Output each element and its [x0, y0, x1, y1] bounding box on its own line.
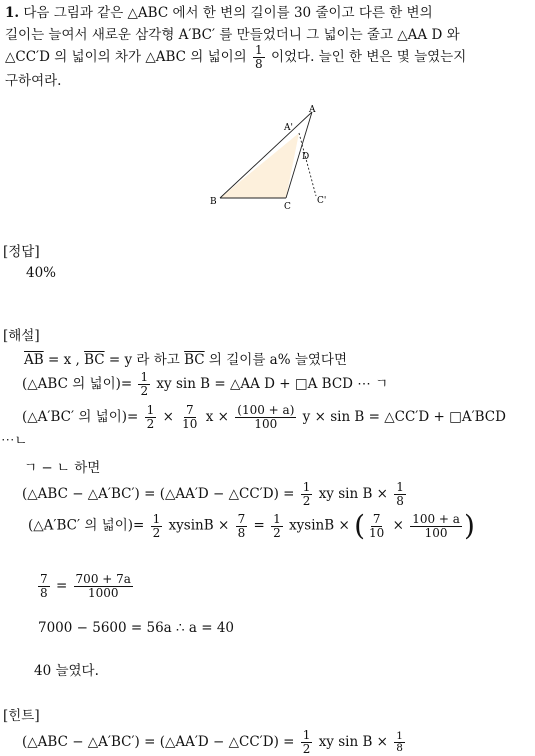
problem-text-1: 다음 그림과 같은 △ABC 에서 한 변의 길이를 30 줄이고 다른 한 변의: [23, 5, 433, 21]
frac-num: 700 + 7a: [75, 572, 131, 586]
fraction: [138, 371, 150, 398]
explanation-line-9: 7000 − 5600 = 56a ∴ a = 40: [38, 620, 235, 636]
explanation-line-6: [22, 481, 408, 508]
explanation-line-4: ⋯ㄴ: [1, 433, 28, 449]
fraction: [394, 481, 406, 508]
frac-num: 7: [372, 511, 381, 526]
fraction: [180, 404, 199, 431]
fraction: [410, 513, 462, 540]
frac-den: 8: [255, 57, 263, 71]
frac-den: 8: [237, 525, 246, 540]
label-A: A: [309, 105, 316, 115]
triangle-figure: [200, 100, 340, 215]
fraction: [301, 481, 313, 508]
frac-den: 2: [273, 525, 281, 540]
fraction: [253, 44, 265, 71]
problem-line-3: [5, 44, 466, 71]
fraction: [38, 573, 50, 600]
frac-num: 100 + a: [412, 511, 460, 526]
text: ×: [162, 409, 174, 425]
text: xy sin B ×: [318, 734, 388, 750]
text: xysinB ×: [289, 517, 350, 534]
frac-den: 1000: [87, 586, 119, 600]
frac-num: 1: [152, 511, 161, 526]
text: =: [253, 517, 265, 534]
fraction: [145, 404, 157, 431]
frac-den: 2: [302, 742, 311, 756]
text: xy sin B ×: [318, 486, 388, 502]
text: (△A′BC′ 의 넓이)=: [22, 409, 139, 425]
problem-line-2: 길이는 늘여서 새로운 삼각형 A′BC′ 를 만들었더니 그 넓이는 줄고 △AA D 와: [5, 27, 460, 43]
explanation-line-2: [22, 371, 388, 398]
explanation-line-8: [36, 573, 135, 600]
segment-ab: $\overline{AB}$: [24, 352, 44, 368]
text: =: [55, 578, 68, 594]
label-C-prime: C': [317, 196, 327, 206]
frac-num: 7: [185, 403, 194, 417]
frac-num: 1: [140, 370, 149, 384]
text: (△A′BC′ 의 넓이)=: [28, 517, 145, 534]
frac-den: 2: [140, 384, 149, 398]
label-A-prime: A': [284, 123, 293, 133]
frac-den: 100: [254, 417, 278, 431]
frac-num: 1: [255, 43, 263, 57]
text: (△ABC 의 넓이)=: [22, 376, 133, 392]
problem-line-1: [5, 4, 433, 22]
label-B: B: [210, 197, 217, 207]
answer-value: 40%: [26, 265, 57, 281]
segment-bc: $\overline{BC}$: [84, 352, 105, 368]
fraction: [271, 513, 283, 540]
side-AC-prime-dashed: [299, 133, 316, 196]
fraction: [301, 729, 313, 756]
frac-num: 1: [302, 728, 311, 742]
explanation-line-1: [24, 351, 347, 369]
explanation-line-5: ㄱ − ㄴ 하면: [24, 460, 101, 476]
frac-num: 7: [237, 511, 246, 526]
text: (△ABC − △A′BC′) = (△AA′D − △CC′D) =: [22, 734, 295, 750]
text: 의 길이를 a% 늘였다면: [204, 352, 347, 368]
problem-text-3b: 이었다. 늘인 한 변은 몇 늘였는지: [270, 49, 467, 65]
frac-den: 2: [152, 525, 161, 540]
text: xysinB ×: [168, 517, 230, 534]
text: xy sin B = △AA D + □A BCD ⋯ ㄱ: [156, 376, 389, 392]
hint-line: [22, 729, 407, 756]
label-C: C: [284, 202, 291, 212]
frac-den: 2: [146, 417, 155, 431]
frac-den: 8: [40, 586, 48, 600]
segment-bc: $\overline{BC}$: [184, 352, 205, 368]
text: (△ABC − △A′BC′) = (△AA′D − △CC′D) =: [22, 486, 295, 502]
frac-num: 7: [40, 572, 48, 586]
frac-num: 1: [273, 511, 281, 526]
frac-den: 10: [182, 417, 198, 431]
text: x ×: [205, 409, 229, 425]
frac-num: (100 + a): [237, 403, 295, 417]
problem-text-3a: △CC′D 의 넓이의 차가 △ABC 의 넓이의: [5, 49, 247, 65]
fraction: [367, 513, 386, 540]
explanation-line-7: [28, 509, 475, 542]
frac-den: 10: [369, 525, 385, 540]
problem-line-4: 구하여라.: [5, 73, 62, 89]
text: = x ,: [43, 352, 80, 368]
left-paren: (: [354, 509, 366, 542]
right-paren: ): [463, 509, 475, 542]
label-D: D: [302, 152, 310, 162]
text: ×: [392, 517, 404, 534]
problem-number: 1.: [5, 5, 20, 21]
explanation-line-3: [22, 404, 506, 431]
frac-num: 1: [146, 403, 155, 417]
fraction: [394, 731, 405, 754]
hint-header: [힌트]: [3, 708, 40, 724]
explanation-header: [해설]: [3, 328, 40, 344]
frac-den: 8: [396, 742, 403, 754]
fraction: [74, 573, 133, 600]
text: = y 라 하고: [104, 352, 180, 368]
frac-num: 1: [396, 730, 403, 742]
answer-header: [정답]: [3, 244, 40, 260]
frac-den: 8: [396, 494, 404, 508]
frac-den: 2: [302, 494, 311, 508]
explanation-line-10: 40 늘였다.: [34, 663, 99, 679]
fraction: [235, 404, 296, 431]
fraction: [151, 513, 163, 540]
frac-num: 1: [396, 480, 404, 494]
frac-num: 1: [302, 480, 311, 494]
frac-den: 100: [424, 525, 448, 540]
text: y × sin B = △CC′D + □A′BCD: [302, 409, 506, 425]
fraction: [236, 513, 248, 540]
shaded-region: [220, 133, 299, 198]
